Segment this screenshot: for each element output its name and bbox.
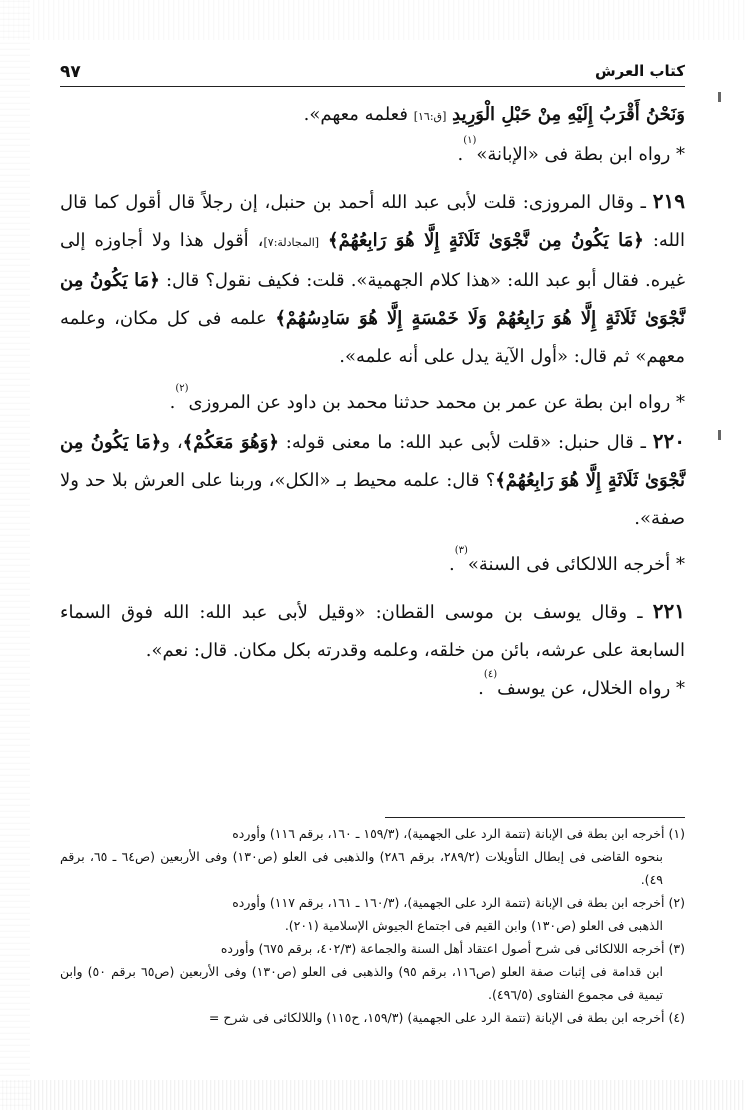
- quran-verse: وَنَحْنُ أَقْرَبُ إِلَيْهِ مِنْ حَبْلِ الْوَرِيدِ: [452, 104, 685, 125]
- paragraph-text: ـ وقال يوسف بن موسى القطان: «وقيل لأبى عبد الله: الله فوق السماء السابعة على عرشه، بائن من خلقه، وعلمه وقدرته بكل مكان. قال: نعم».: [60, 602, 685, 661]
- header-rule: [60, 86, 685, 87]
- paragraph-text: ، و: [161, 432, 183, 453]
- narration-number: ٢١٩: [652, 189, 685, 213]
- paragraph-text: ـ وقال المروزى: قلت لأبى عبد الله أحمد بن حنبل، إن رجلاً قال أقول كما قال الله:: [60, 192, 685, 251]
- footnote-1: [60, 822, 685, 891]
- punctuation: .: [457, 144, 464, 165]
- footnote-text: أخرجه اللالكائى فى شرح أصول اعتقاد أهل السنة والجماعة (٤٠٢/٣، برقم ٦٧٥) وأورده: [220, 941, 665, 956]
- quran-verse: ﴿مَا يَكُونُ مِن نَّجْوَىٰ ثَلَاثَةٍ إِلَّا هُوَ رَابِعُهُمْ﴾: [60, 432, 685, 491]
- narration-number: ٢٢١: [652, 599, 685, 623]
- main-text: [60, 96, 685, 708]
- paragraph-text: علمه فى كل مكان، وعلمه معهم» ثم قال: «أول الآية يدل على أنه علمه».: [60, 308, 685, 367]
- footnote-text: أخرجه ابن بطة فى الإبانة (تتمة الرد على الجهمية) (١٥٩/٣، ح١١٥) واللالكائى فى شرح =: [208, 1010, 665, 1025]
- punctuation: .: [169, 392, 176, 413]
- quran-verse: ﴿وَهُوَ مَعَكُمْ﴾: [182, 432, 279, 453]
- paragraph-text: فعلمه معهم».: [303, 104, 408, 125]
- citation-line: [60, 546, 685, 584]
- narration-number: ٢٢٠: [652, 429, 685, 453]
- citation-text: * رواه ابن بطة عن عمر بن محمد حدثنا محمد بن داود عن المروزى: [188, 392, 685, 413]
- paragraph-continuation: [60, 96, 685, 136]
- citation-text: * رواه الخلال، عن يوسف: [497, 678, 685, 699]
- footnote-text: ابن قدامة فى إثبات صفة العلو (ص١١٦، برقم ٩٥) والذهبى فى العلو (ص١٣٠) وفى الأربعين (ص٦٥ برقم ٥٠) وابن تيمية فى مجموع الفتاوى (٤٩٦/٥).: [60, 964, 663, 1002]
- citation-line: [60, 670, 685, 708]
- punctuation: .: [448, 554, 455, 575]
- footnote-ref[interactable]: (٢): [175, 383, 189, 394]
- scan-noise-left: [0, 0, 30, 1110]
- paragraph-text: ، أقول هذا ولا أجاوزه إلى غيره. فقال أبو عبد الله: «هذا كلام الجهمية». قلت: فكيف نقول؟ قال:: [60, 230, 685, 291]
- margin-mark: [718, 430, 721, 440]
- footnote-mark: (٤): [668, 1010, 685, 1025]
- narration-220: [60, 422, 685, 538]
- citation-text: * أخرجه اللالكائى فى السنة»: [467, 554, 685, 575]
- footnote-text: أخرجه ابن بطة فى الإبانة (تتمة الرد على الجهمية)، (١٥٩/٣ ـ ١٦٠، برقم ١١٦) وأورده: [232, 826, 665, 841]
- footnote-mark: (١): [668, 826, 685, 841]
- quran-verse: ﴿مَا يَكُونُ مِن نَّجْوَىٰ ثَلَاثَةٍ إِلَّا هُوَ رَابِعُهُمْ وَلَا خَمْسَةٍ إِلَّا هُوَ سَادِسُهُمْ﴾: [60, 270, 685, 329]
- footnote-text: أخرجه ابن بطة فى الإبانة (تتمة الرد على الجهمية)، (١٦٠/٣ ـ ١٦١، برقم ١١٧) وأورده: [232, 895, 665, 910]
- margin-mark: [718, 92, 721, 102]
- footnote-ref[interactable]: (٣): [454, 545, 468, 556]
- footnote-2: [60, 891, 685, 937]
- paragraph-text: ـ قال حنبل: «قلت لأبى عبد الله: ما معنى قوله:: [285, 432, 646, 453]
- footnote-ref[interactable]: (١): [463, 135, 477, 146]
- narration-221: [60, 592, 685, 670]
- book-title: كتاب العرش: [594, 62, 685, 80]
- verse-reference: [ق:١٦]: [413, 110, 447, 123]
- verse-reference: [المجادلة:٧]: [263, 236, 320, 249]
- narration-219: [60, 182, 685, 376]
- footnote-mark: (٣): [668, 941, 685, 956]
- footnote-ref[interactable]: (٤): [483, 669, 498, 680]
- footnotes: [60, 822, 685, 1029]
- quran-verse: ﴿مَا يَكُونُ مِن نَّجْوَىٰ ثَلَاثَةٍ إِلَّا هُوَ رَابِعُهُمْ﴾: [328, 230, 644, 251]
- footnote-3: [60, 937, 685, 1006]
- running-head: [60, 62, 685, 84]
- citation-line: [60, 136, 685, 174]
- citation-line: [60, 384, 685, 422]
- paragraph-text: ؟ قال: علمه محيط بـ «الكل»، وربنا على العرش بلا حد ولا صفة».: [60, 470, 685, 529]
- page-number: ٩٧: [60, 62, 81, 82]
- footnote-4: [60, 1006, 685, 1029]
- scan-noise-bottom: [0, 1080, 745, 1110]
- citation-text: * رواه ابن بطة فى «الإبانة»: [476, 144, 685, 165]
- punctuation: .: [478, 678, 484, 699]
- footnote-text: الذهبى فى العلو (ص١٣٠) وابن القيم فى اجتماع الجيوش الإسلامية (٢٠١).: [284, 918, 663, 933]
- scan-noise-top: [0, 0, 745, 40]
- footnote-text: بنحوه القاضى فى إبطال التأويلات (٢٨٩/٢، برقم ٢٨٦) والذهبى فى العلو (ص١٣٠) وفى الأربعين (ص٦٤ ـ ٦٥، برقم ٤٩).: [60, 849, 663, 887]
- footnote-separator: [385, 817, 685, 818]
- footnote-mark: (٢): [668, 895, 685, 910]
